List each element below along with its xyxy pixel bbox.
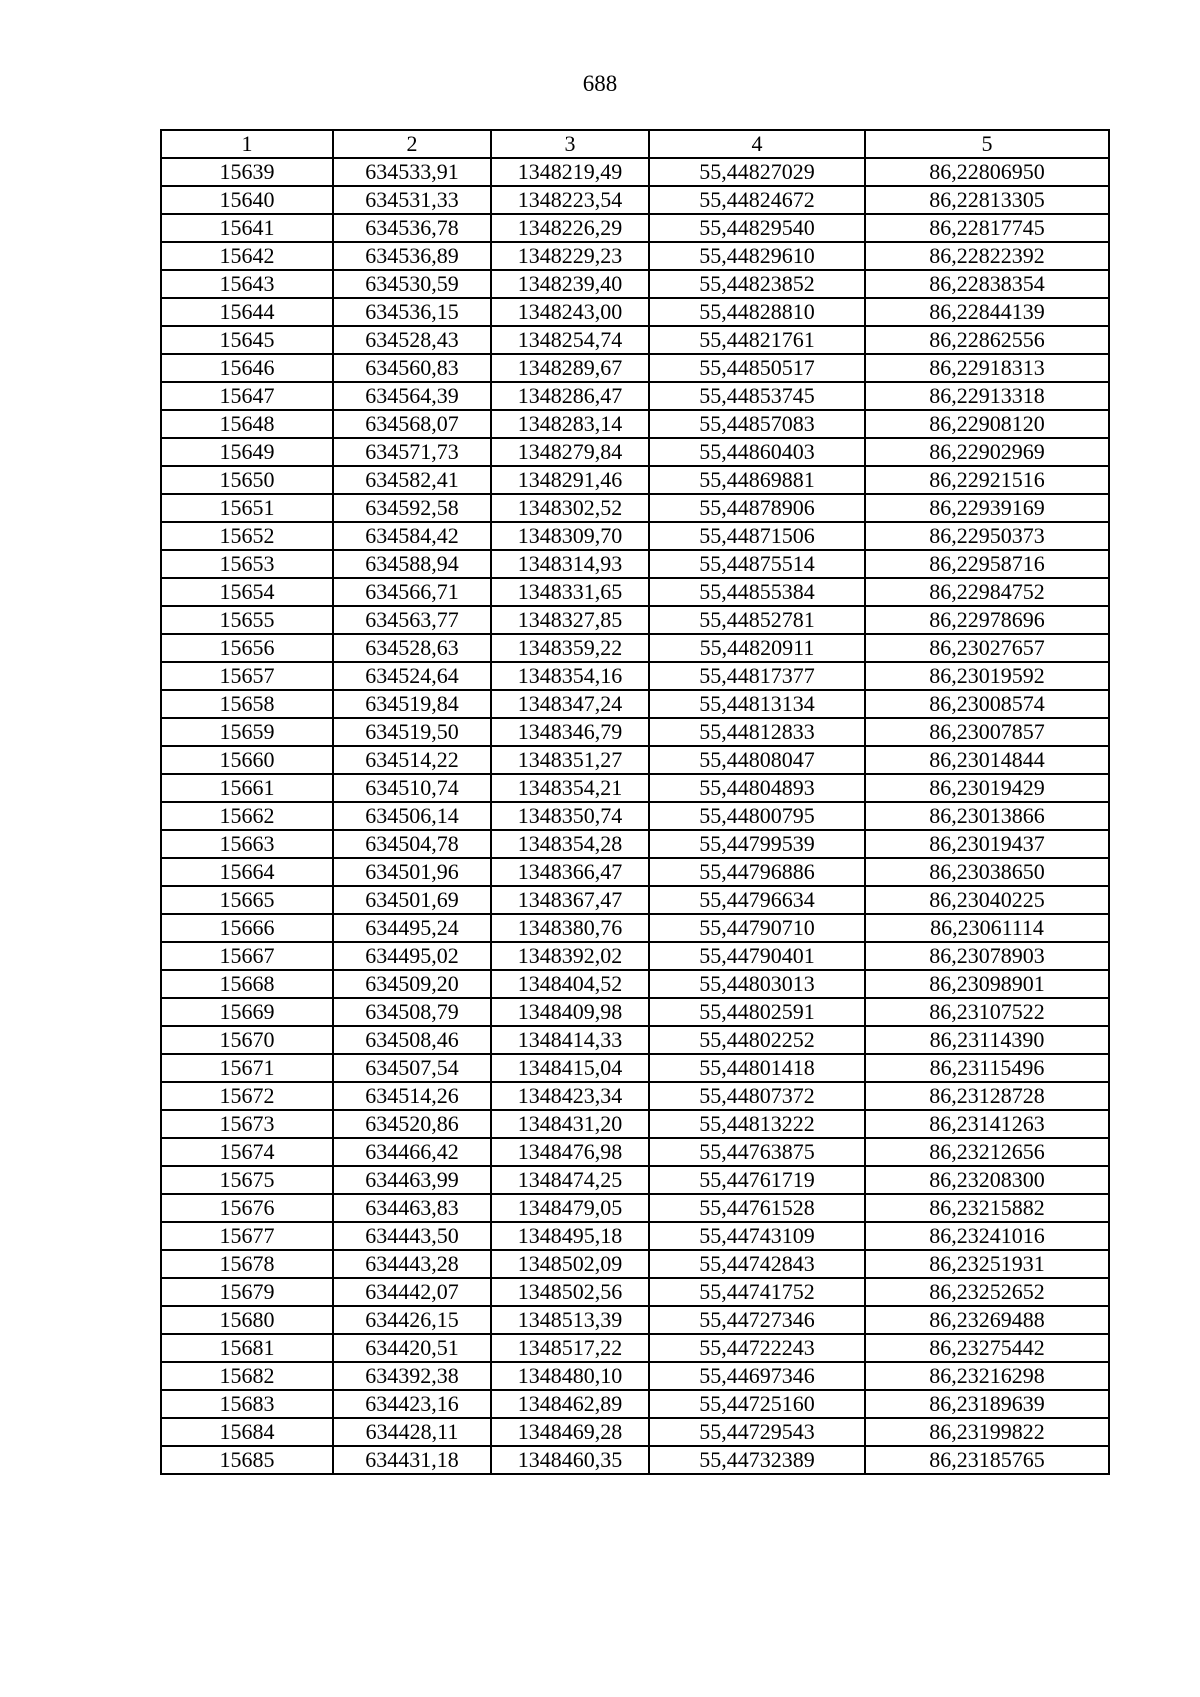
table-body bbox=[161, 158, 1109, 1474]
y-coordinate-cell: 1348502,09 bbox=[491, 1250, 649, 1278]
table-row bbox=[161, 1334, 1109, 1362]
longitude-cell: 86,23185765 bbox=[865, 1446, 1109, 1474]
latitude-cell: 55,44741752 bbox=[649, 1278, 865, 1306]
y-coordinate-cell: 1348283,14 bbox=[491, 410, 649, 438]
longitude-cell: 86,23115496 bbox=[865, 1054, 1109, 1082]
latitude-cell: 55,44697346 bbox=[649, 1362, 865, 1390]
longitude-cell: 86,22913318 bbox=[865, 382, 1109, 410]
x-coordinate-cell: 634428,11 bbox=[333, 1418, 491, 1446]
point-number-cell: 15660 bbox=[161, 746, 333, 774]
x-coordinate-cell: 634519,84 bbox=[333, 690, 491, 718]
point-number-cell: 15651 bbox=[161, 494, 333, 522]
y-coordinate-cell: 1348289,67 bbox=[491, 354, 649, 382]
y-coordinate-cell: 1348354,21 bbox=[491, 774, 649, 802]
y-coordinate-cell: 1348291,46 bbox=[491, 466, 649, 494]
longitude-cell: 86,22908120 bbox=[865, 410, 1109, 438]
y-coordinate-cell: 1348327,85 bbox=[491, 606, 649, 634]
longitude-cell: 86,23019437 bbox=[865, 830, 1109, 858]
table-row bbox=[161, 186, 1109, 214]
x-coordinate-cell: 634592,58 bbox=[333, 494, 491, 522]
point-number-cell: 15666 bbox=[161, 914, 333, 942]
table-row bbox=[161, 1222, 1109, 1250]
y-coordinate-cell: 1348359,22 bbox=[491, 634, 649, 662]
longitude-cell: 86,23019429 bbox=[865, 774, 1109, 802]
point-number-cell: 15654 bbox=[161, 578, 333, 606]
longitude-cell: 86,23216298 bbox=[865, 1362, 1109, 1390]
latitude-cell: 55,44824672 bbox=[649, 186, 865, 214]
point-number-cell: 15670 bbox=[161, 1026, 333, 1054]
longitude-cell: 86,23275442 bbox=[865, 1334, 1109, 1362]
point-number-cell: 15674 bbox=[161, 1138, 333, 1166]
longitude-cell: 86,23040225 bbox=[865, 886, 1109, 914]
x-coordinate-cell: 634568,07 bbox=[333, 410, 491, 438]
latitude-cell: 55,44820911 bbox=[649, 634, 865, 662]
x-coordinate-cell: 634506,14 bbox=[333, 802, 491, 830]
point-number-cell: 15652 bbox=[161, 522, 333, 550]
x-coordinate-cell: 634536,78 bbox=[333, 214, 491, 242]
longitude-cell: 86,23027657 bbox=[865, 634, 1109, 662]
longitude-cell: 86,23208300 bbox=[865, 1166, 1109, 1194]
x-coordinate-cell: 634520,86 bbox=[333, 1110, 491, 1138]
latitude-cell: 55,44732389 bbox=[649, 1446, 865, 1474]
y-coordinate-cell: 1348479,05 bbox=[491, 1194, 649, 1222]
column-header-1: 1 bbox=[161, 130, 333, 158]
table-row bbox=[161, 886, 1109, 914]
latitude-cell: 55,44821761 bbox=[649, 326, 865, 354]
point-number-cell: 15683 bbox=[161, 1390, 333, 1418]
table-row bbox=[161, 1446, 1109, 1474]
point-number-cell: 15682 bbox=[161, 1362, 333, 1390]
x-coordinate-cell: 634528,63 bbox=[333, 634, 491, 662]
longitude-cell: 86,22984752 bbox=[865, 578, 1109, 606]
table-row bbox=[161, 1082, 1109, 1110]
table-row bbox=[161, 158, 1109, 186]
table-row bbox=[161, 578, 1109, 606]
latitude-cell: 55,44857083 bbox=[649, 410, 865, 438]
point-number-cell: 15649 bbox=[161, 438, 333, 466]
point-number-cell: 15643 bbox=[161, 270, 333, 298]
table-row bbox=[161, 1138, 1109, 1166]
latitude-cell: 55,44725160 bbox=[649, 1390, 865, 1418]
point-number-cell: 15650 bbox=[161, 466, 333, 494]
y-coordinate-cell: 1348309,70 bbox=[491, 522, 649, 550]
point-number-cell: 15662 bbox=[161, 802, 333, 830]
x-coordinate-cell: 634584,42 bbox=[333, 522, 491, 550]
y-coordinate-cell: 1348495,18 bbox=[491, 1222, 649, 1250]
latitude-cell: 55,44808047 bbox=[649, 746, 865, 774]
table-row bbox=[161, 1306, 1109, 1334]
point-number-cell: 15671 bbox=[161, 1054, 333, 1082]
point-number-cell: 15658 bbox=[161, 690, 333, 718]
y-coordinate-cell: 1348462,89 bbox=[491, 1390, 649, 1418]
y-coordinate-cell: 1348380,76 bbox=[491, 914, 649, 942]
x-coordinate-cell: 634508,46 bbox=[333, 1026, 491, 1054]
y-coordinate-cell: 1348223,54 bbox=[491, 186, 649, 214]
x-coordinate-cell: 634564,39 bbox=[333, 382, 491, 410]
longitude-cell: 86,23078903 bbox=[865, 942, 1109, 970]
latitude-cell: 55,44790401 bbox=[649, 942, 865, 970]
point-number-cell: 15677 bbox=[161, 1222, 333, 1250]
x-coordinate-cell: 634571,73 bbox=[333, 438, 491, 466]
table-row bbox=[161, 774, 1109, 802]
latitude-cell: 55,44761528 bbox=[649, 1194, 865, 1222]
table-row bbox=[161, 662, 1109, 690]
latitude-cell: 55,44813222 bbox=[649, 1110, 865, 1138]
table-row bbox=[161, 494, 1109, 522]
y-coordinate-cell: 1348354,16 bbox=[491, 662, 649, 690]
x-coordinate-cell: 634420,51 bbox=[333, 1334, 491, 1362]
table-row bbox=[161, 438, 1109, 466]
point-number-cell: 15676 bbox=[161, 1194, 333, 1222]
point-number-cell: 15656 bbox=[161, 634, 333, 662]
page-number: 688 bbox=[582, 71, 618, 96]
point-number-cell: 15653 bbox=[161, 550, 333, 578]
longitude-cell: 86,23212656 bbox=[865, 1138, 1109, 1166]
y-coordinate-cell: 1348243,00 bbox=[491, 298, 649, 326]
column-header-4: 4 bbox=[649, 130, 865, 158]
x-coordinate-cell: 634495,24 bbox=[333, 914, 491, 942]
x-coordinate-cell: 634504,78 bbox=[333, 830, 491, 858]
longitude-cell: 86,23252652 bbox=[865, 1278, 1109, 1306]
latitude-cell: 55,44829540 bbox=[649, 214, 865, 242]
point-number-cell: 15648 bbox=[161, 410, 333, 438]
latitude-cell: 55,44871506 bbox=[649, 522, 865, 550]
latitude-cell: 55,44743109 bbox=[649, 1222, 865, 1250]
table-row bbox=[161, 1390, 1109, 1418]
latitude-cell: 55,44796634 bbox=[649, 886, 865, 914]
x-coordinate-cell: 634588,94 bbox=[333, 550, 491, 578]
y-coordinate-cell: 1348409,98 bbox=[491, 998, 649, 1026]
table-row bbox=[161, 1194, 1109, 1222]
table-row bbox=[161, 522, 1109, 550]
latitude-cell: 55,44802591 bbox=[649, 998, 865, 1026]
table-row bbox=[161, 998, 1109, 1026]
y-coordinate-cell: 1348302,52 bbox=[491, 494, 649, 522]
longitude-cell: 86,22918313 bbox=[865, 354, 1109, 382]
latitude-cell: 55,44807372 bbox=[649, 1082, 865, 1110]
x-coordinate-cell: 634536,15 bbox=[333, 298, 491, 326]
point-number-cell: 15672 bbox=[161, 1082, 333, 1110]
x-coordinate-cell: 634519,50 bbox=[333, 718, 491, 746]
latitude-cell: 55,44860403 bbox=[649, 438, 865, 466]
x-coordinate-cell: 634466,42 bbox=[333, 1138, 491, 1166]
point-number-cell: 15681 bbox=[161, 1334, 333, 1362]
latitude-cell: 55,44796886 bbox=[649, 858, 865, 886]
point-number-cell: 15642 bbox=[161, 242, 333, 270]
latitude-cell: 55,44804893 bbox=[649, 774, 865, 802]
latitude-cell: 55,44853745 bbox=[649, 382, 865, 410]
y-coordinate-cell: 1348423,34 bbox=[491, 1082, 649, 1110]
point-number-cell: 15641 bbox=[161, 214, 333, 242]
latitude-cell: 55,44727346 bbox=[649, 1306, 865, 1334]
latitude-cell: 55,44803013 bbox=[649, 970, 865, 998]
x-coordinate-cell: 634531,33 bbox=[333, 186, 491, 214]
table-row bbox=[161, 970, 1109, 998]
latitude-cell: 55,44742843 bbox=[649, 1250, 865, 1278]
longitude-cell: 86,23008574 bbox=[865, 690, 1109, 718]
latitude-cell: 55,44763875 bbox=[649, 1138, 865, 1166]
longitude-cell: 86,22813305 bbox=[865, 186, 1109, 214]
y-coordinate-cell: 1348346,79 bbox=[491, 718, 649, 746]
latitude-cell: 55,44829610 bbox=[649, 242, 865, 270]
table-row bbox=[161, 466, 1109, 494]
y-coordinate-cell: 1348254,74 bbox=[491, 326, 649, 354]
point-number-cell: 15663 bbox=[161, 830, 333, 858]
x-coordinate-cell: 634508,79 bbox=[333, 998, 491, 1026]
point-number-cell: 15667 bbox=[161, 942, 333, 970]
y-coordinate-cell: 1348476,98 bbox=[491, 1138, 649, 1166]
latitude-cell: 55,44827029 bbox=[649, 158, 865, 186]
longitude-cell: 86,23241016 bbox=[865, 1222, 1109, 1250]
y-coordinate-cell: 1348351,27 bbox=[491, 746, 649, 774]
latitude-cell: 55,44850517 bbox=[649, 354, 865, 382]
longitude-cell: 86,23251931 bbox=[865, 1250, 1109, 1278]
x-coordinate-cell: 634463,99 bbox=[333, 1166, 491, 1194]
table-row bbox=[161, 1166, 1109, 1194]
x-coordinate-cell: 634443,50 bbox=[333, 1222, 491, 1250]
point-number-cell: 15639 bbox=[161, 158, 333, 186]
x-coordinate-cell: 634510,74 bbox=[333, 774, 491, 802]
longitude-cell: 86,22844139 bbox=[865, 298, 1109, 326]
longitude-cell: 86,23061114 bbox=[865, 914, 1109, 942]
x-coordinate-cell: 634536,89 bbox=[333, 242, 491, 270]
latitude-cell: 55,44875514 bbox=[649, 550, 865, 578]
table-row bbox=[161, 242, 1109, 270]
point-number-cell: 15646 bbox=[161, 354, 333, 382]
y-coordinate-cell: 1348474,25 bbox=[491, 1166, 649, 1194]
x-coordinate-cell: 634566,71 bbox=[333, 578, 491, 606]
y-coordinate-cell: 1348404,52 bbox=[491, 970, 649, 998]
table-row bbox=[161, 1362, 1109, 1390]
longitude-cell: 86,22921516 bbox=[865, 466, 1109, 494]
latitude-cell: 55,44828810 bbox=[649, 298, 865, 326]
table-row bbox=[161, 1054, 1109, 1082]
longitude-cell: 86,22822392 bbox=[865, 242, 1109, 270]
y-coordinate-cell: 1348502,56 bbox=[491, 1278, 649, 1306]
x-coordinate-cell: 634560,83 bbox=[333, 354, 491, 382]
longitude-cell: 86,23038650 bbox=[865, 858, 1109, 886]
latitude-cell: 55,44823852 bbox=[649, 270, 865, 298]
latitude-cell: 55,44800795 bbox=[649, 802, 865, 830]
latitude-cell: 55,44855384 bbox=[649, 578, 865, 606]
x-coordinate-cell: 634530,59 bbox=[333, 270, 491, 298]
latitude-cell: 55,44799539 bbox=[649, 830, 865, 858]
longitude-cell: 86,22950373 bbox=[865, 522, 1109, 550]
latitude-cell: 55,44790710 bbox=[649, 914, 865, 942]
table-row bbox=[161, 914, 1109, 942]
y-coordinate-cell: 1348314,93 bbox=[491, 550, 649, 578]
table-row bbox=[161, 634, 1109, 662]
longitude-cell: 86,23007857 bbox=[865, 718, 1109, 746]
table-row bbox=[161, 270, 1109, 298]
point-number-cell: 15640 bbox=[161, 186, 333, 214]
point-number-cell: 15665 bbox=[161, 886, 333, 914]
latitude-cell: 55,44813134 bbox=[649, 690, 865, 718]
point-number-cell: 15685 bbox=[161, 1446, 333, 1474]
x-coordinate-cell: 634443,28 bbox=[333, 1250, 491, 1278]
point-number-cell: 15645 bbox=[161, 326, 333, 354]
point-number-cell: 15669 bbox=[161, 998, 333, 1026]
y-coordinate-cell: 1348480,10 bbox=[491, 1362, 649, 1390]
point-number-cell: 15673 bbox=[161, 1110, 333, 1138]
x-coordinate-cell: 634509,20 bbox=[333, 970, 491, 998]
y-coordinate-cell: 1348366,47 bbox=[491, 858, 649, 886]
y-coordinate-cell: 1348239,40 bbox=[491, 270, 649, 298]
y-coordinate-cell: 1348414,33 bbox=[491, 1026, 649, 1054]
latitude-cell: 55,44802252 bbox=[649, 1026, 865, 1054]
y-coordinate-cell: 1348415,04 bbox=[491, 1054, 649, 1082]
longitude-cell: 86,22978696 bbox=[865, 606, 1109, 634]
table-row bbox=[161, 718, 1109, 746]
column-header-3: 3 bbox=[491, 130, 649, 158]
table-row bbox=[161, 1278, 1109, 1306]
table-row bbox=[161, 410, 1109, 438]
longitude-cell: 86,23269488 bbox=[865, 1306, 1109, 1334]
longitude-cell: 86,22862556 bbox=[865, 326, 1109, 354]
longitude-cell: 86,22958716 bbox=[865, 550, 1109, 578]
point-number-cell: 15678 bbox=[161, 1250, 333, 1278]
point-number-cell: 15655 bbox=[161, 606, 333, 634]
point-number-cell: 15679 bbox=[161, 1278, 333, 1306]
x-coordinate-cell: 634528,43 bbox=[333, 326, 491, 354]
x-coordinate-cell: 634423,16 bbox=[333, 1390, 491, 1418]
y-coordinate-cell: 1348392,02 bbox=[491, 942, 649, 970]
x-coordinate-cell: 634442,07 bbox=[333, 1278, 491, 1306]
x-coordinate-cell: 634495,02 bbox=[333, 942, 491, 970]
point-number-cell: 15675 bbox=[161, 1166, 333, 1194]
table-row bbox=[161, 942, 1109, 970]
x-coordinate-cell: 634524,64 bbox=[333, 662, 491, 690]
table-row bbox=[161, 690, 1109, 718]
y-coordinate-cell: 1348347,24 bbox=[491, 690, 649, 718]
longitude-cell: 86,23199822 bbox=[865, 1418, 1109, 1446]
y-coordinate-cell: 1348286,47 bbox=[491, 382, 649, 410]
y-coordinate-cell: 1348431,20 bbox=[491, 1110, 649, 1138]
point-number-cell: 15647 bbox=[161, 382, 333, 410]
table-row bbox=[161, 858, 1109, 886]
table-row bbox=[161, 354, 1109, 382]
longitude-cell: 86,23189639 bbox=[865, 1390, 1109, 1418]
y-coordinate-cell: 1348219,49 bbox=[491, 158, 649, 186]
table-row bbox=[161, 550, 1109, 578]
table-row bbox=[161, 1250, 1109, 1278]
longitude-cell: 86,23114390 bbox=[865, 1026, 1109, 1054]
x-coordinate-cell: 634501,96 bbox=[333, 858, 491, 886]
x-coordinate-cell: 634501,69 bbox=[333, 886, 491, 914]
longitude-cell: 86,23019592 bbox=[865, 662, 1109, 690]
longitude-cell: 86,23107522 bbox=[865, 998, 1109, 1026]
x-coordinate-cell: 634431,18 bbox=[333, 1446, 491, 1474]
point-number-cell: 15684 bbox=[161, 1418, 333, 1446]
longitude-cell: 86,23014844 bbox=[865, 746, 1109, 774]
point-number-cell: 15661 bbox=[161, 774, 333, 802]
column-header-5: 5 bbox=[865, 130, 1109, 158]
longitude-cell: 86,23013866 bbox=[865, 802, 1109, 830]
latitude-cell: 55,44801418 bbox=[649, 1054, 865, 1082]
point-number-cell: 15680 bbox=[161, 1306, 333, 1334]
x-coordinate-cell: 634582,41 bbox=[333, 466, 491, 494]
y-coordinate-cell: 1348229,23 bbox=[491, 242, 649, 270]
y-coordinate-cell: 1348513,39 bbox=[491, 1306, 649, 1334]
latitude-cell: 55,44817377 bbox=[649, 662, 865, 690]
x-coordinate-cell: 634514,22 bbox=[333, 746, 491, 774]
table-row bbox=[161, 1418, 1109, 1446]
y-coordinate-cell: 1348354,28 bbox=[491, 830, 649, 858]
longitude-cell: 86,22806950 bbox=[865, 158, 1109, 186]
latitude-cell: 55,44869881 bbox=[649, 466, 865, 494]
point-number-cell: 15644 bbox=[161, 298, 333, 326]
header-row bbox=[161, 130, 1109, 158]
y-coordinate-cell: 1348331,65 bbox=[491, 578, 649, 606]
table-row bbox=[161, 326, 1109, 354]
longitude-cell: 86,23128728 bbox=[865, 1082, 1109, 1110]
longitude-cell: 86,23141263 bbox=[865, 1110, 1109, 1138]
x-coordinate-cell: 634533,91 bbox=[333, 158, 491, 186]
longitude-cell: 86,22838354 bbox=[865, 270, 1109, 298]
table-row bbox=[161, 1026, 1109, 1054]
longitude-cell: 86,22817745 bbox=[865, 214, 1109, 242]
table-row bbox=[161, 382, 1109, 410]
y-coordinate-cell: 1348367,47 bbox=[491, 886, 649, 914]
longitude-cell: 86,22939169 bbox=[865, 494, 1109, 522]
y-coordinate-cell: 1348350,74 bbox=[491, 802, 649, 830]
latitude-cell: 55,44878906 bbox=[649, 494, 865, 522]
table-row bbox=[161, 1110, 1109, 1138]
table-row bbox=[161, 606, 1109, 634]
latitude-cell: 55,44722243 bbox=[649, 1334, 865, 1362]
x-coordinate-cell: 634463,83 bbox=[333, 1194, 491, 1222]
y-coordinate-cell: 1348226,29 bbox=[491, 214, 649, 242]
latitude-cell: 55,44729543 bbox=[649, 1418, 865, 1446]
coordinates-table bbox=[160, 129, 1110, 1475]
x-coordinate-cell: 634392,38 bbox=[333, 1362, 491, 1390]
table-row bbox=[161, 214, 1109, 242]
y-coordinate-cell: 1348279,84 bbox=[491, 438, 649, 466]
table-row bbox=[161, 746, 1109, 774]
y-coordinate-cell: 1348469,28 bbox=[491, 1418, 649, 1446]
x-coordinate-cell: 634426,15 bbox=[333, 1306, 491, 1334]
x-coordinate-cell: 634507,54 bbox=[333, 1054, 491, 1082]
x-coordinate-cell: 634514,26 bbox=[333, 1082, 491, 1110]
y-coordinate-cell: 1348517,22 bbox=[491, 1334, 649, 1362]
point-number-cell: 15659 bbox=[161, 718, 333, 746]
column-header-2: 2 bbox=[333, 130, 491, 158]
point-number-cell: 15664 bbox=[161, 858, 333, 886]
point-number-cell: 15668 bbox=[161, 970, 333, 998]
longitude-cell: 86,22902969 bbox=[865, 438, 1109, 466]
longitude-cell: 86,23098901 bbox=[865, 970, 1109, 998]
latitude-cell: 55,44852781 bbox=[649, 606, 865, 634]
latitude-cell: 55,44761719 bbox=[649, 1166, 865, 1194]
point-number-cell: 15657 bbox=[161, 662, 333, 690]
table-row bbox=[161, 830, 1109, 858]
table-row bbox=[161, 802, 1109, 830]
x-coordinate-cell: 634563,77 bbox=[333, 606, 491, 634]
latitude-cell: 55,44812833 bbox=[649, 718, 865, 746]
longitude-cell: 86,23215882 bbox=[865, 1194, 1109, 1222]
table-header bbox=[161, 130, 1109, 158]
table-row bbox=[161, 298, 1109, 326]
y-coordinate-cell: 1348460,35 bbox=[491, 1446, 649, 1474]
